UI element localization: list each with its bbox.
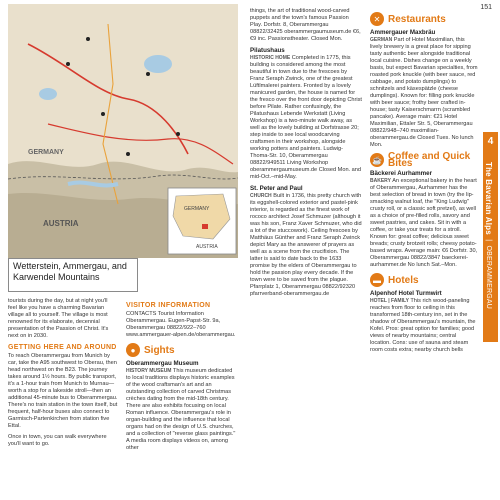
entry-text: This museum dedicated to local traditions displays historic examples of the wood craftsman's art and an outstanding collection of carved Christmas crèches dating from the mid-18th century. There are also exhibits focusing on local Roman influence. Oberammergau's role in organ-building and the influence that local organs had on the design of U.S. churches, and a collection of "reverse glass paintings." A media room displays videos on, among other (126, 368, 236, 451)
entry-title: Pilatushaus (250, 47, 285, 54)
entry-title: Alpenhof Hotel Turmwirt (370, 290, 442, 297)
entry-tag: CHURCH (250, 193, 272, 199)
hotels-header (370, 273, 478, 287)
entry-text: Completed in 1775, this building is considered among the most beautiful in town due to the frescoes by Franz Seraph Zwinck, one of the greatest Lüftlmalerei painters. Fronted by a lovely manicured garden, the house is named for the fresco over the front door depicting Christ before Pilate. Rather confusingly, the Pilatushaus Lebende Werkstatt (Living Workshop) is a two-minute walk away, as well as the lovely building at Dorfstrasse 20; step inside to see local woodcarving craftsmen in their workshop, alongside working potters and painters. Ludwig-Thoma-Str. 10, Oberammergau 08822/949511 Living Workshop oberammergaumuseum.de Closed Mon. and mid-Oct.–mid-May. (250, 55, 362, 180)
map-country-label: GERMANY (28, 149, 64, 156)
visitor-info-text: CONTACTS Tourist Information Oberammergau. Eugen-Papst-Str. 9a, Oberammergau 08822/922–760 www.ammergauer-alpen.de/oberammergau. (126, 311, 236, 338)
chapter-title: The Bavarian Alps (484, 162, 493, 235)
inset-label: AUSTRIA (196, 244, 218, 250)
column-3 (250, 8, 362, 302)
bed-icon: ▬ (370, 273, 384, 287)
entry-tag: HISTORIC HOME (250, 55, 291, 61)
restaurants-header (370, 12, 478, 26)
chapter-tab (483, 132, 498, 342)
map-country-label: AUSTRIA (43, 219, 79, 228)
getting-here-extra: Once in town, you can walk everywhere you'll want to go. (8, 434, 107, 447)
getting-here-text: To reach Oberammergau from Munich by car, take the A95 southwest to Oberau, then head northwest on the B23. The journey takes around 1½ hours. By public transport, it's a 1-hour train from Munich to Murnau—worth a stop for a lakeside stroll—then an additional 45-minute bus to Oberammergau. There's no train station in the town itself, but frequent, half-hour buses also connect to Garmisch-Partenkirchen from station five Ettal. (8, 353, 118, 429)
entry-tag: GERMAN (370, 37, 393, 43)
coffee-cup-icon: ☕ (370, 153, 384, 167)
entry-tag: BAKERY (370, 178, 391, 184)
intro-paragraph: tourists during the day, but at night you'll feel like you have a charming Bavarian village all to yourself. The village is most renowned for its elaborate, decennial presentation of the Passion of Christ. It's next on in 2030. (8, 298, 109, 339)
getting-here-heading: GETTING HERE AND AROUND (8, 344, 117, 351)
entry-title: Oberammergau Museum (126, 360, 199, 367)
restaurants-label: Restaurants (388, 13, 446, 25)
entry-tag: HOTEL | FAMILY (370, 298, 409, 304)
coffee-label: Coffee and Quick Bites (388, 151, 471, 169)
entry-title: St. Peter and Paul (250, 185, 303, 192)
chapter-title-vertical: The Bavarian Alps | OBERAMMERGAU (484, 162, 493, 309)
map-graphic (8, 4, 238, 258)
regional-map (8, 4, 238, 258)
entry-title: Bäckerei Aurhammer (370, 170, 433, 177)
column-4 (370, 8, 478, 358)
inset-label: GERMANY (184, 206, 210, 212)
entry-text-continued: things, the art of traditional wood-carved puppets and the town's famous Passion Play. Dorfstr. 8, Oberammergau 08822/32425 oberammergaumuseum.de €6, €9 inc. Passionstheater. Closed Mon. (250, 8, 361, 42)
entry-text: This rich wood-paneling reaches from floor to ceiling in this transformed 18th-century inn, set in the shadow of Oberammergau's mountain, the Kofel. Pros: great option for families; good views of nearby mountains; central location. Cons: use of sauna and steam room costs extra; nearby church bells (370, 298, 476, 353)
hotels-label: Hotels (388, 274, 419, 286)
entry-text: An exceptional bakery in the heart of Oberammergau, Aurhammer has the best selection of bread in town (try the lip-smacking walnut loaf, the "King Ludwig" crusty roll, or a classic soft pretzel), as well as a choice of pre-filled rolls, savory and sweet pastries, and cakes. Sit in with a coffee, or take your treats for a stroll. Known for: great coffee; delicious sweet breads; crusty brotzeit rolls; cheesy potato-based wraps. Average main: €6 Dorfstr. 30, Oberammergau 08822/3847 baeckerei-aurhammer.de No lunch Sat.–Mon. (370, 178, 478, 268)
map-lake (144, 55, 172, 73)
sights-label: Sights (144, 344, 175, 356)
entry-title: Ammergauer Maxbräu (370, 29, 436, 36)
column-1 (8, 298, 118, 452)
camera-icon: ● (126, 343, 140, 357)
coffee-header (370, 153, 478, 167)
entry-tag: HISTORY MUSEUM (126, 368, 172, 374)
chapter-number: 4 (487, 136, 494, 147)
entry-text: Built in 1736, this pretty church with its eggshell-colored exterior and pastel-pink interior, is regarded as the finest work of rococo architect Josef Schmuzer (although it was his son, Franz Xaver Schmuzer, who did a lot of the stuccowork). Ceiling frescoes by Matthäus Günther and Franz Seraph Zwinck depict Mary as the answerer of prayers as well as a scene from the crucifixion. The latter is said to date back to the 1633 promise by the elders of Oberammergau to hold the passion play every decade. If the town were to be saved from the plague. Pfarrplatz 1, Oberammergau 08822/92320 pfarrverband-oberammergau.de (250, 193, 362, 297)
column-2 (126, 298, 238, 456)
sights-header (126, 343, 238, 357)
map-caption: Wetterstein, Ammergau, and Karwendel Mountains (8, 258, 138, 292)
inset-locator (202, 224, 208, 229)
page-number: 151 (480, 4, 492, 11)
fork-knife-icon: ✕ (370, 12, 384, 26)
entry-text: Part of Hotel Maximilian, this lively brewery is a great place for sipping tasty authentic beer alongside traditional local cuisine. Dishes change on a weekly basis, but expect Bavarian specialties, from roasted pork knuckle (with beer sauce, red cabbage, and potato dumplings) to schnitzels and käsespätzle (cheese dumplings). Known for: filling pork knuckle with beer sauce; frothy beer crafted in-house; tasty Kaiserschmarrn (scrambled pancake). Average main: €21 Hotel Maximilian, Ettaler Str. 5, Oberammergau 08822/948–740 maximilian-oberammergau.de Closed Tues. No lunch Mon. (370, 37, 478, 148)
visitor-info-heading: VISITOR INFORMATION (126, 302, 211, 309)
chapter-subtitle: OBERAMMERGAU (485, 245, 492, 309)
map-lake (39, 88, 57, 100)
